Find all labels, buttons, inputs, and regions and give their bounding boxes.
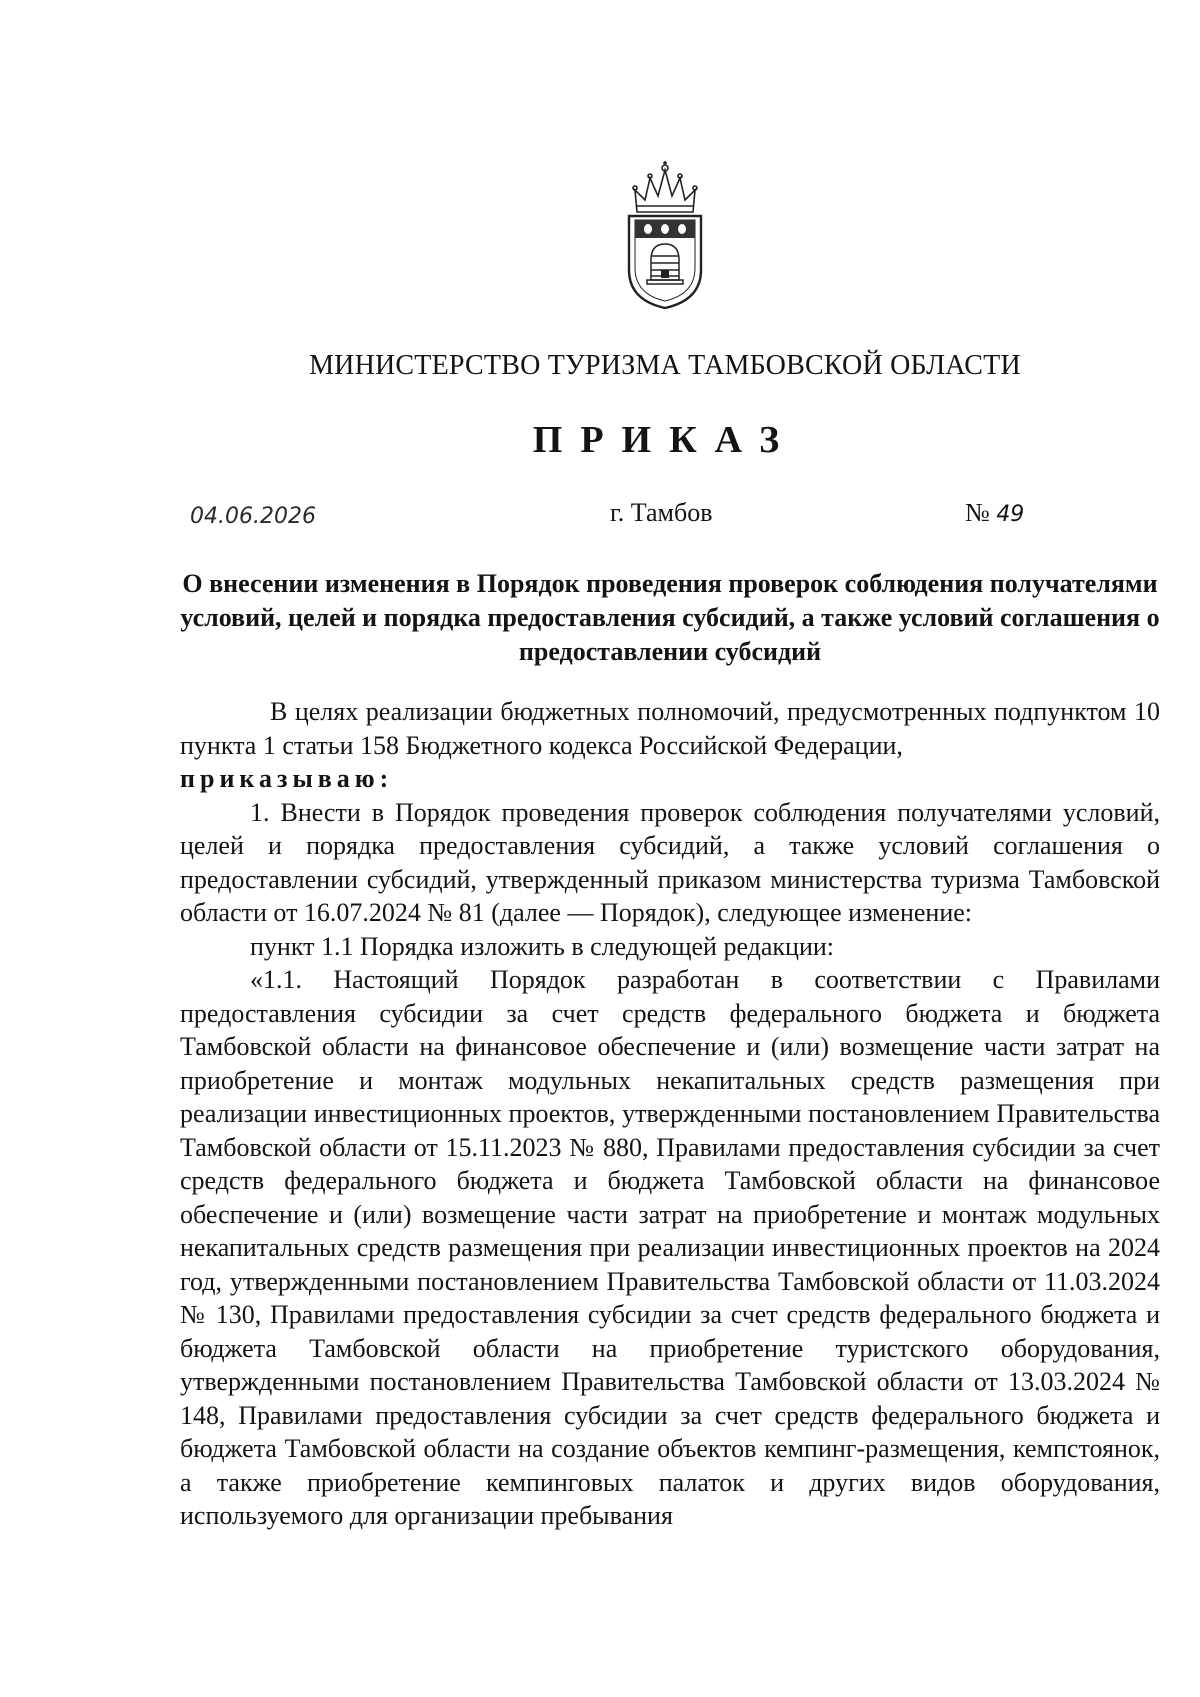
preamble-text: В целях реализации бюджетных полномочий, предусмотренных подпунктом 10 пункта 1 статьи 158 Бюджетного кодекса Российской Федерации, <box>180 697 1160 760</box>
item-1-new-text: «1.1. Настоящий Порядок разработан в соответствии с Правилами предоставления субсидии за счет средств федерального бюджета и бюджета Тамбовской области на финансовое обеспечение и (или) возмещение части затрат на приобретение и монтаж модульных некапитальных средств размещения при реализации инвестиционных проектов, утвержденными постановлением Правительства Тамбовской области от 15.11.2023 № 880, Правилами предоставления субсидии за счет средств федерального бюджета и бюджета Тамбовской области на финансовое обеспечение и (или) возмещение части затрат на приобретение и монтаж модульных некапитальных средств размещения при реализации инвестиционных проектов на 2024 год, утвержденными постановлением Правительства Тамбовской области от 11.03.2024 № 130, Правилами предоставления субсидии за счет средств федерального бюджета и бюджета Тамбовской области на приобретение туристского оборудования, утвержденными постановлением Правительства Тамбовской области от 13.03.2024 № 148, Правилами предоставления субсидии за счет средств федерального бюджета и бюджета Тамбовской области на создание объектов кемпинг-размещения, кемпстоянок, а также приобретение кемпинговых палаток и других видов оборудования, используемого для организации пребывания <box>180 965 1160 1530</box>
order-word: приказываю: <box>180 764 394 793</box>
ministry-title: МИНИСТЕРСТВО ТУРИЗМА ТАМБОВСКОЙ ОБЛАСТИ <box>309 350 1021 381</box>
coat-of-arms-icon <box>615 160 715 310</box>
document-date: 04.06.2026 <box>190 504 316 529</box>
document-kind: ПРИКАЗ <box>532 419 798 461</box>
order-word-paragraph <box>180 762 1160 796</box>
document-number <box>965 498 1024 528</box>
item-1-paragraph: 1. Внести в Порядок проведения проверок соблюдения получателями условий, целей и порядка предоставления субсидий, а также условий соглашения о предоставлении субсидий, утвержденный приказом министерства туризма Тамбовской области от 16.07.2024 № 81 (далее — Порядок), следующее изменение: <box>180 797 1160 927</box>
document-body <box>180 695 1160 1533</box>
document-subject: О внесении изменения в Порядок проведения проверок соблюдения получателями условий, целей и порядка предоставления субсидий, а также условий соглашения о предоставлении субсидий <box>180 569 1160 666</box>
document-meta <box>0 498 1200 538</box>
number-sign: № <box>965 498 990 527</box>
document-city: г. Тамбов <box>610 498 713 527</box>
item-1-sub-paragraph: пункт 1.1 Порядка изложить в следующей редакции: <box>250 931 835 961</box>
preamble-paragraph <box>180 695 1160 762</box>
number-value: 49 <box>996 502 1025 527</box>
